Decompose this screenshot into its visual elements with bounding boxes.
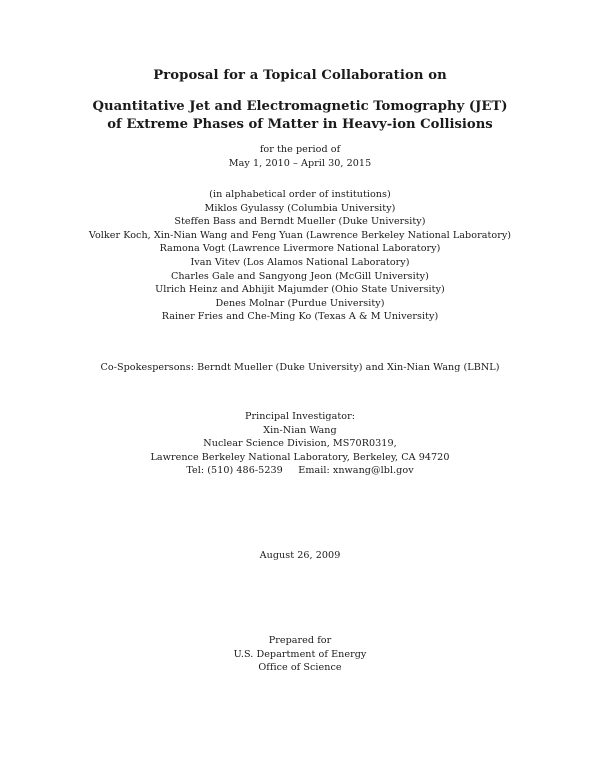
prepared-label: Prepared for — [268, 635, 332, 646]
period-label: for the period of — [259, 144, 341, 155]
pi-label: Principal Investigator: — [244, 411, 356, 422]
participant-entry: Ulrich Heinz and Abhijit Majumder (Ohio State University) — [155, 284, 445, 296]
co-spokespersons: Co-Spokespersons: Berndt Mueller (Duke University) and Xin-Nian Wang (LBNL) — [100, 362, 500, 373]
period-block — [0, 143, 600, 170]
proposal-title: Proposal for a Topical Collaboration on — [153, 68, 447, 83]
pi-name: Xin-Nian Wang — [263, 424, 337, 436]
participant-entry: Charles Gale and Sangyong Jeon (McGill University) — [171, 270, 429, 282]
participant-entry: Steffen Bass and Berndt Mueller (Duke University) — [174, 216, 426, 228]
prepared-agency: U.S. Department of Energy — [233, 648, 367, 660]
pi-division: Nuclear Science Division, MS70R0319, — [203, 438, 397, 450]
participant-entry: Volker Koch, Xin-Nian Wang and Feng Yuan (Lawrence Berkeley National Laboratory) — [88, 229, 512, 241]
participants-block — [0, 188, 600, 324]
prepared-for-block — [0, 634, 600, 675]
principal-investigator-block — [0, 410, 600, 478]
pi-lab: Lawrence Berkeley National Laboratory, Berkeley, CA 94720 — [150, 451, 450, 463]
prepared-office: Office of Science — [258, 662, 342, 674]
participant-entry: Miklos Gyulassy (Columbia University) — [204, 202, 396, 214]
participant-entry: Ramona Vogt (Lawrence Livermore National Laboratory) — [159, 243, 441, 255]
participants-note: (in alphabetical order of institutions) — [209, 189, 391, 200]
participant-entry: Rainer Fries and Che-Ming Ko (Texas A & M University) — [161, 311, 439, 323]
document-date: August 26, 2009 — [259, 550, 341, 561]
participant-entry: Ivan Vitev (Los Alamos National Laboratory) — [190, 256, 410, 268]
project-title-line-1: Quantitative Jet and Electromagnetic Tomography (JET) — [92, 99, 508, 114]
period-dates: May 1, 2010 – April 30, 2015 — [228, 157, 372, 169]
pi-contact: Tel: (510) 486-5239 Email: xnwang@lbl.gov — [186, 465, 414, 477]
participant-entry: Denes Molnar (Purdue University) — [215, 297, 385, 309]
project-title-line-2: of Extreme Phases of Matter in Heavy-ion Collisions — [107, 117, 493, 132]
